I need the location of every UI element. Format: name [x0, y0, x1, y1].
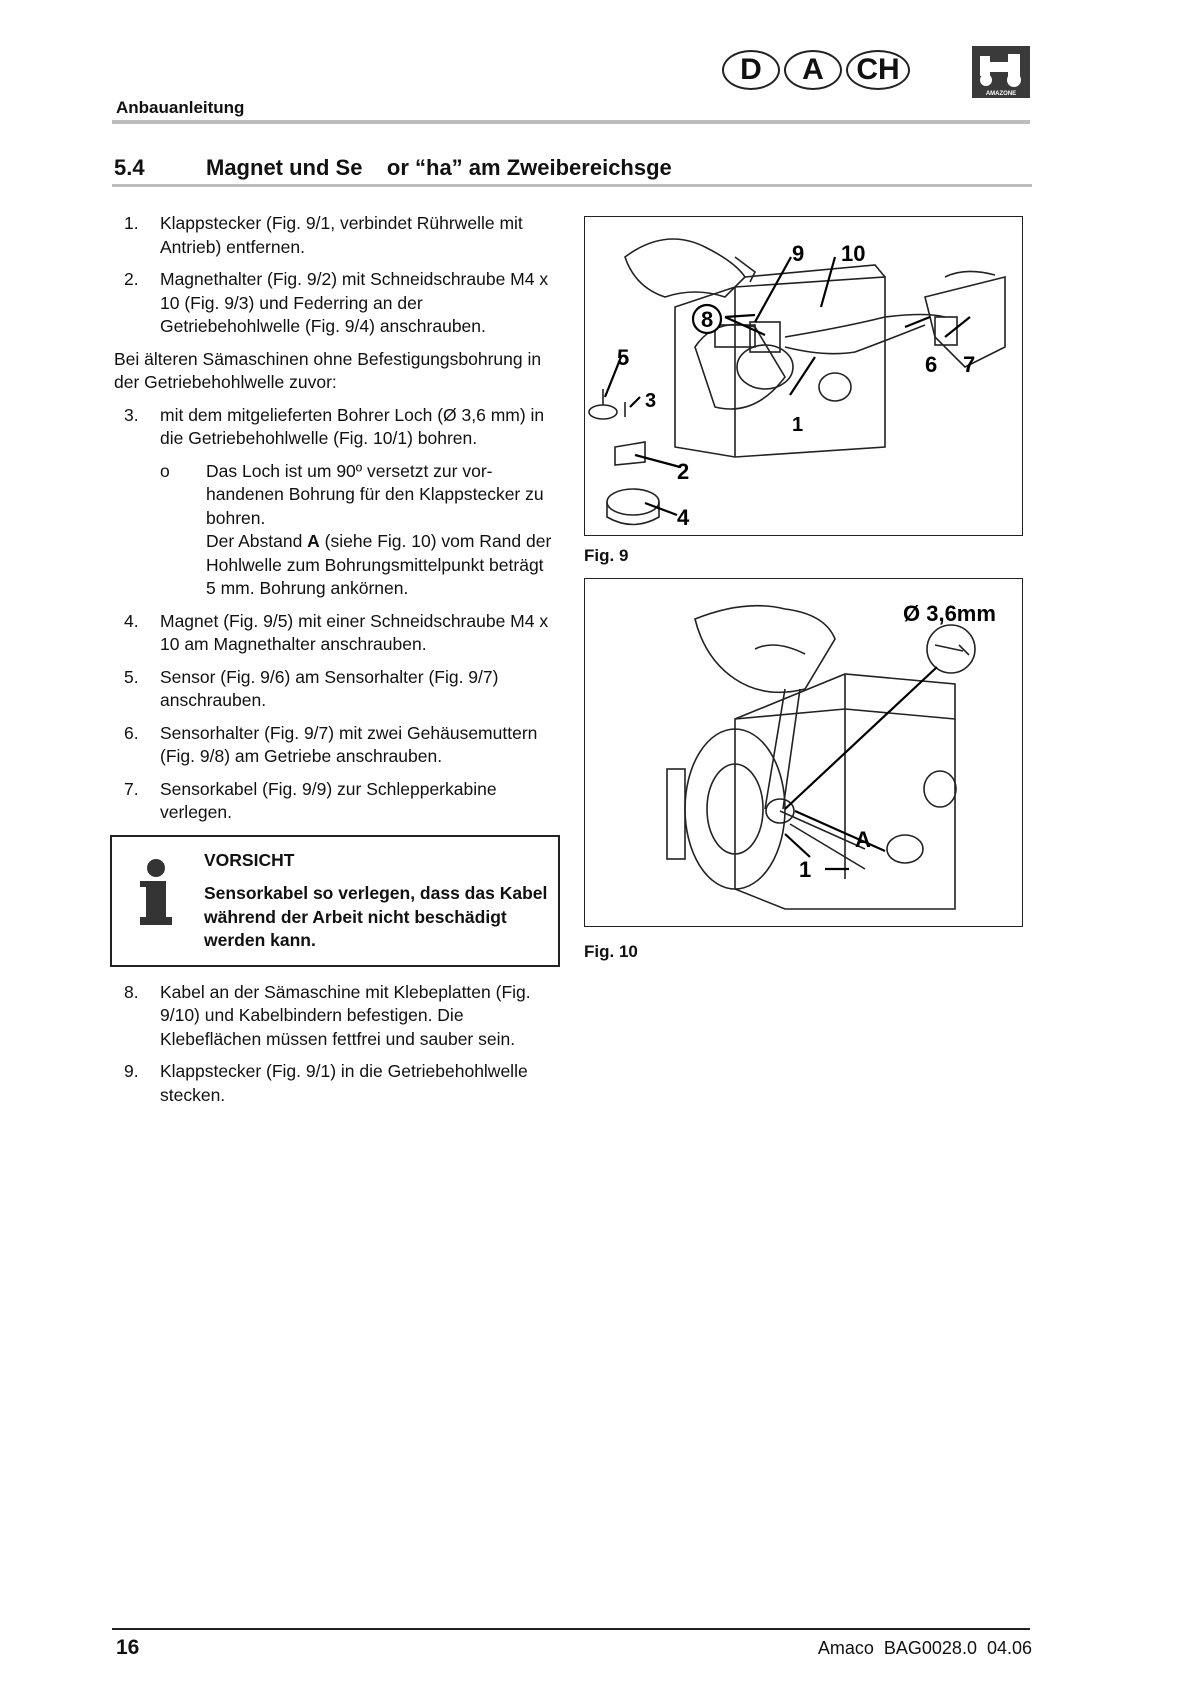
figure-10	[584, 578, 1023, 927]
step-item: 5. Sensor (Fig. 9/6) am Sensorhalter (Fig. 9/7) anschrauben.	[124, 666, 499, 710]
section-number: 5.4	[114, 155, 145, 180]
fig9-label-8: 8	[701, 307, 714, 332]
fig9-label-10: 10	[841, 241, 866, 266]
section-divider	[112, 184, 1032, 187]
caution-box	[110, 835, 560, 967]
figure-9-caption: Fig. 9	[584, 546, 629, 565]
figure-10-caption: Fig. 10	[584, 942, 638, 961]
note-line-1: Das Loch ist um 90º versetzt zur vorhandenen Bohrung für den Klappstecker zu bohren.	[206, 460, 544, 528]
country-ch: CH	[846, 50, 910, 90]
intro-paragraph: Bei älteren Sämaschinen ohne Befestigungsbohrung in der Getriebehohlwelle zuvor:	[114, 348, 542, 392]
info-icon	[136, 859, 176, 929]
drill-note: o Das Loch ist um 90º versetzt zur vorhandenen Bohrung für den Klappstecker zu bohren. Der Abstand A (siehe Fig. 10) vom Rand der Hohlwelle zum Bohrungsmittelpunkt beträgt 5 mm. Bohrung ankörnen.	[158, 460, 554, 601]
country-d: D	[722, 50, 780, 90]
instruction-column	[114, 212, 554, 1116]
step-item: 6. Sensorhalter (Fig. 9/7) mit zwei Gehäusemuttern (Fig. 9/8) am Getriebe anschrauben.	[124, 722, 538, 766]
header-divider	[112, 120, 1030, 124]
drill-diameter-label: Ø 3,6mm	[903, 601, 996, 626]
fig10-label-a: A	[855, 827, 871, 852]
header-title: Anbauanleitung	[116, 98, 245, 117]
gearbox-sensor-illustration	[585, 217, 1021, 534]
amazone-logo	[972, 46, 1030, 98]
section-title: Magnet und Se or “ha” am Zweibereichsge	[206, 155, 672, 180]
section-heading	[114, 155, 672, 181]
country-codes	[722, 50, 914, 90]
country-a: A	[784, 50, 842, 90]
fig9-label-1: 1	[792, 414, 804, 436]
document-reference: Amaco BAG0028.0 04.06	[817, 1638, 1032, 1658]
drilling-illustration	[585, 579, 1021, 925]
fig9-label-3: 3	[645, 390, 657, 412]
fig9-label-7: 7	[963, 352, 976, 377]
fig9-label-6: 6	[925, 352, 938, 377]
footer-divider	[112, 1628, 1030, 1630]
step-item: 2. Magnethalter (Fig. 9/2) mit Schneidschraube M4 x 10 (Fig. 9/3) und Federring an der Getriebehohlwelle (Fig. 9/4) anschrauben.	[124, 269, 549, 336]
figure-9	[584, 216, 1023, 536]
step-item: 3. mit dem mitgelieferten Bohrer Loch (Ø 3,6 mm) in die Getriebehohlwelle (Fig. 10/1) bohren.	[124, 404, 545, 448]
step-item: 9. Klappstecker (Fig. 9/1) in die Getriebehohlwelle stecken.	[124, 1061, 528, 1105]
step-item: 8. Kabel an der Sämaschine mit Klebeplatten (Fig. 9/10) und Kabelbindern befestigen. Die Klebeflächen müssen fettfrei und sauber sein.	[124, 981, 531, 1049]
caution-title: VORSICHT	[204, 849, 295, 870]
page-number: 16	[116, 1636, 140, 1659]
caution-body: Sensorkabel so verlegen, dass das Kabel während der Arbeit nicht beschädigt werden kann.	[204, 883, 548, 950]
step-item: 7. Sensorkabel (Fig. 9/9) zur Schlepperkabine verlegen.	[124, 778, 497, 822]
fig9-label-9: 9	[792, 241, 805, 266]
tractor-logo-icon	[972, 46, 1030, 98]
bullet-mark: o	[160, 460, 170, 481]
step-item: 1. Klappstecker (Fig. 9/1, verbindet Rührwelle mit Antrieb) entfernen.	[124, 213, 523, 257]
svg-text:AMAZONE: AMAZONE	[985, 91, 1017, 97]
fig9-label-5: 5	[617, 345, 630, 370]
fig9-label-4: 4	[677, 505, 690, 530]
fig9-label-2: 2	[677, 459, 690, 484]
step-item: 4. Magnet (Fig. 9/5) mit einer Schneidschraube M4 x 10 am Magnethalter anschrauben.	[124, 610, 549, 654]
fig10-label-1: 1	[799, 857, 812, 882]
